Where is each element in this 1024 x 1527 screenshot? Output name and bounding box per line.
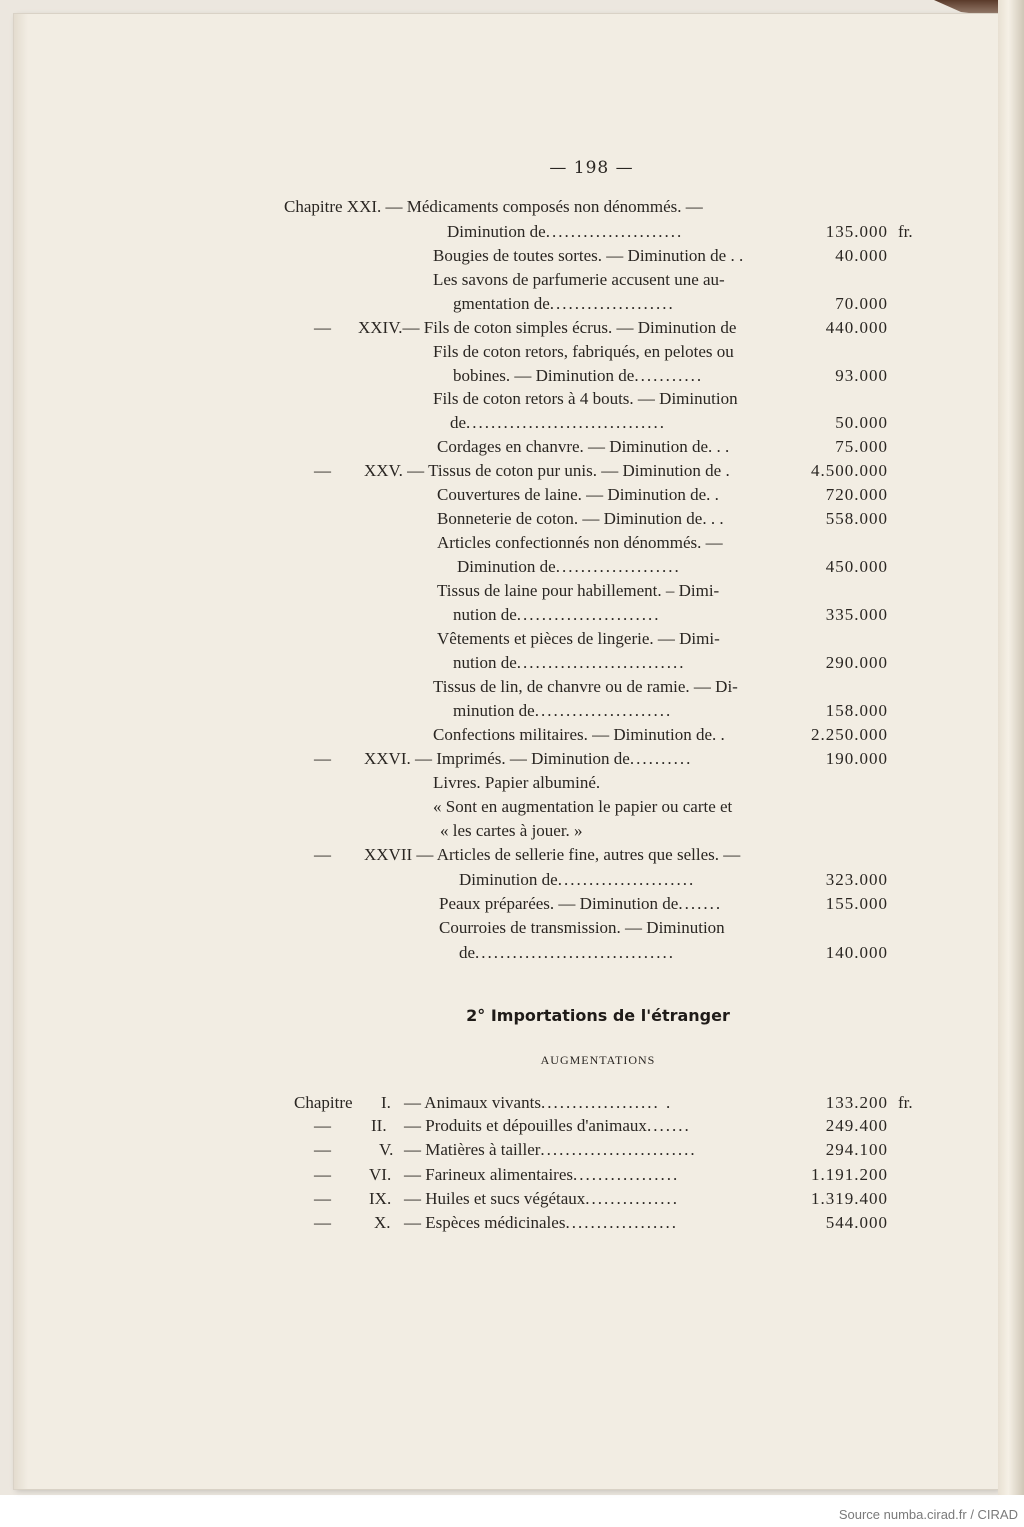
import-label: — Produits et dépouilles d'animaux.......: [404, 1116, 691, 1135]
import-roman: II.: [371, 1116, 387, 1135]
subsection-heading: AUGMENTATIONS: [540, 1053, 656, 1067]
entry-line: Tissus de laine pour habillement. – Dimi-: [437, 581, 720, 600]
ditto-dash: —: [314, 461, 331, 480]
entry-amount: 75.000: [835, 437, 888, 456]
currency-unit: fr.: [898, 1093, 913, 1112]
chapter-heading-xxvii: XXVII — Articles de sellerie fine, autres que selles. —: [364, 845, 741, 864]
entry-line: Fils de coton retors à 4 bouts. — Diminution: [433, 389, 738, 408]
import-label: — Matières à tailler.........................: [404, 1140, 697, 1159]
entry-line: gmentation de....................: [453, 294, 675, 313]
entry-amount: 93.000: [835, 366, 888, 385]
entry-line: de................................: [450, 413, 667, 432]
entry-line: Livres. Papier albuminé.: [433, 773, 601, 792]
entry-amount: 450.000: [825, 557, 888, 576]
import-prefix: —: [314, 1213, 331, 1232]
import-prefix: —: [314, 1140, 331, 1159]
section-heading: 2° Importations de l'étranger: [466, 1006, 730, 1025]
entry-amount: 335.000: [825, 605, 888, 624]
entry-amount: 140.000: [825, 943, 888, 962]
entry-line: Vêtements et pièces de lingerie. — Dimi-: [437, 629, 720, 648]
entry-line: Couvertures de laine. — Diminution de. .: [437, 485, 719, 504]
import-prefix: Chapitre: [294, 1093, 353, 1112]
entry-amount: 50.000: [835, 413, 888, 432]
entry-amount: 155.000: [825, 894, 888, 913]
chapter-heading-xxiv: XXIV.— Fils de coton simples écrus. — Diminution de: [358, 318, 737, 337]
import-prefix: —: [314, 1165, 331, 1184]
import-prefix: —: [314, 1116, 331, 1135]
import-roman: VI.: [369, 1165, 392, 1184]
import-amount: 1.319.400: [811, 1189, 888, 1208]
entry-line: Les savons de parfumerie accusent une au-: [433, 270, 725, 289]
import-prefix: —: [314, 1189, 331, 1208]
entry-line: minution de......................: [453, 701, 673, 720]
entry-line: bobines. — Diminution de...........: [453, 366, 704, 385]
import-roman: X.: [374, 1213, 391, 1232]
entry-line: Courroies de transmission. — Diminution: [439, 918, 725, 937]
entry-line: Confections militaires. — Diminution de. .: [433, 725, 725, 744]
page-edge-strip: [998, 0, 1024, 1495]
entry-line: « Sont en augmentation le papier ou carte et: [433, 797, 733, 816]
entry-line: Articles confectionnés non dénommés. —: [437, 533, 723, 552]
entry-line: Bonneterie de coton. — Diminution de. . .: [437, 509, 724, 528]
entry-amount: 135.000: [825, 222, 888, 241]
import-roman: IX.: [369, 1189, 392, 1208]
entry-amount: 440.000: [825, 318, 888, 337]
currency-unit: fr.: [898, 222, 913, 241]
import-label: — Farineux alimentaires.................: [404, 1165, 680, 1184]
import-amount: 1.191.200: [811, 1165, 888, 1184]
import-label: — Espèces médicinales..................: [404, 1213, 678, 1232]
source-credit: Source numba.cirad.fr / CIRAD: [838, 1507, 1018, 1522]
entry-amount: 2.250.000: [811, 725, 888, 744]
page-number: — 198 —: [549, 158, 634, 178]
import-label: — Animaux vivants................... .: [404, 1093, 673, 1112]
entry-amount: 323.000: [825, 870, 888, 889]
import-amount: 294.100: [825, 1140, 888, 1159]
entry-amount: 70.000: [835, 294, 888, 313]
chapter-heading-xxvi: XXVI. — Imprimés. — Diminution de..........: [364, 749, 693, 768]
entry-line: « les cartes à jouer. »: [440, 821, 583, 840]
entry-amount: 4.500.000: [811, 461, 888, 480]
chapter-heading-xxi: Chapitre XXI. — Médicaments composés non dénommés. —: [284, 197, 703, 216]
import-label: — Huiles et sucs végétaux...............: [404, 1189, 680, 1208]
entry-amount: 290.000: [825, 653, 888, 672]
entry-line: Diminution de....................: [457, 557, 681, 576]
entry-line: Fils de coton retors, fabriqués, en pelotes ou: [433, 342, 734, 361]
ditto-dash: —: [314, 318, 331, 337]
ditto-dash: —: [314, 749, 331, 768]
entry-line: Cordages en chanvre. — Diminution de. . .: [437, 437, 730, 456]
import-amount: 133.200: [825, 1093, 888, 1112]
chapter-heading-xxv: XXV. — Tissus de coton pur unis. — Diminution de .: [364, 461, 730, 480]
entry-line: Diminution de......................: [447, 222, 684, 241]
entry-amount: 558.000: [825, 509, 888, 528]
entry-line: Peaux préparées. — Diminution de.......: [439, 894, 723, 913]
entry-amount: 158.000: [825, 701, 888, 720]
import-roman: V.: [379, 1140, 394, 1159]
entry-amount: 720.000: [825, 485, 888, 504]
entry-line: Bougies de toutes sortes. — Diminution de . .: [433, 246, 744, 265]
entry-line: nution de.......................: [453, 605, 661, 624]
entry-line: nution de...........................: [453, 653, 686, 672]
import-roman: I.: [381, 1093, 391, 1112]
entry-line: Diminution de......................: [459, 870, 696, 889]
entry-amount: 190.000: [825, 749, 888, 768]
import-amount: 544.000: [825, 1213, 888, 1232]
ditto-dash: —: [314, 845, 331, 864]
entry-line: de................................: [459, 943, 676, 962]
entry-line: Tissus de lin, de chanvre ou de ramie. — Di-: [433, 677, 738, 696]
entry-amount: 40.000: [835, 246, 888, 265]
import-amount: 249.400: [825, 1116, 888, 1135]
